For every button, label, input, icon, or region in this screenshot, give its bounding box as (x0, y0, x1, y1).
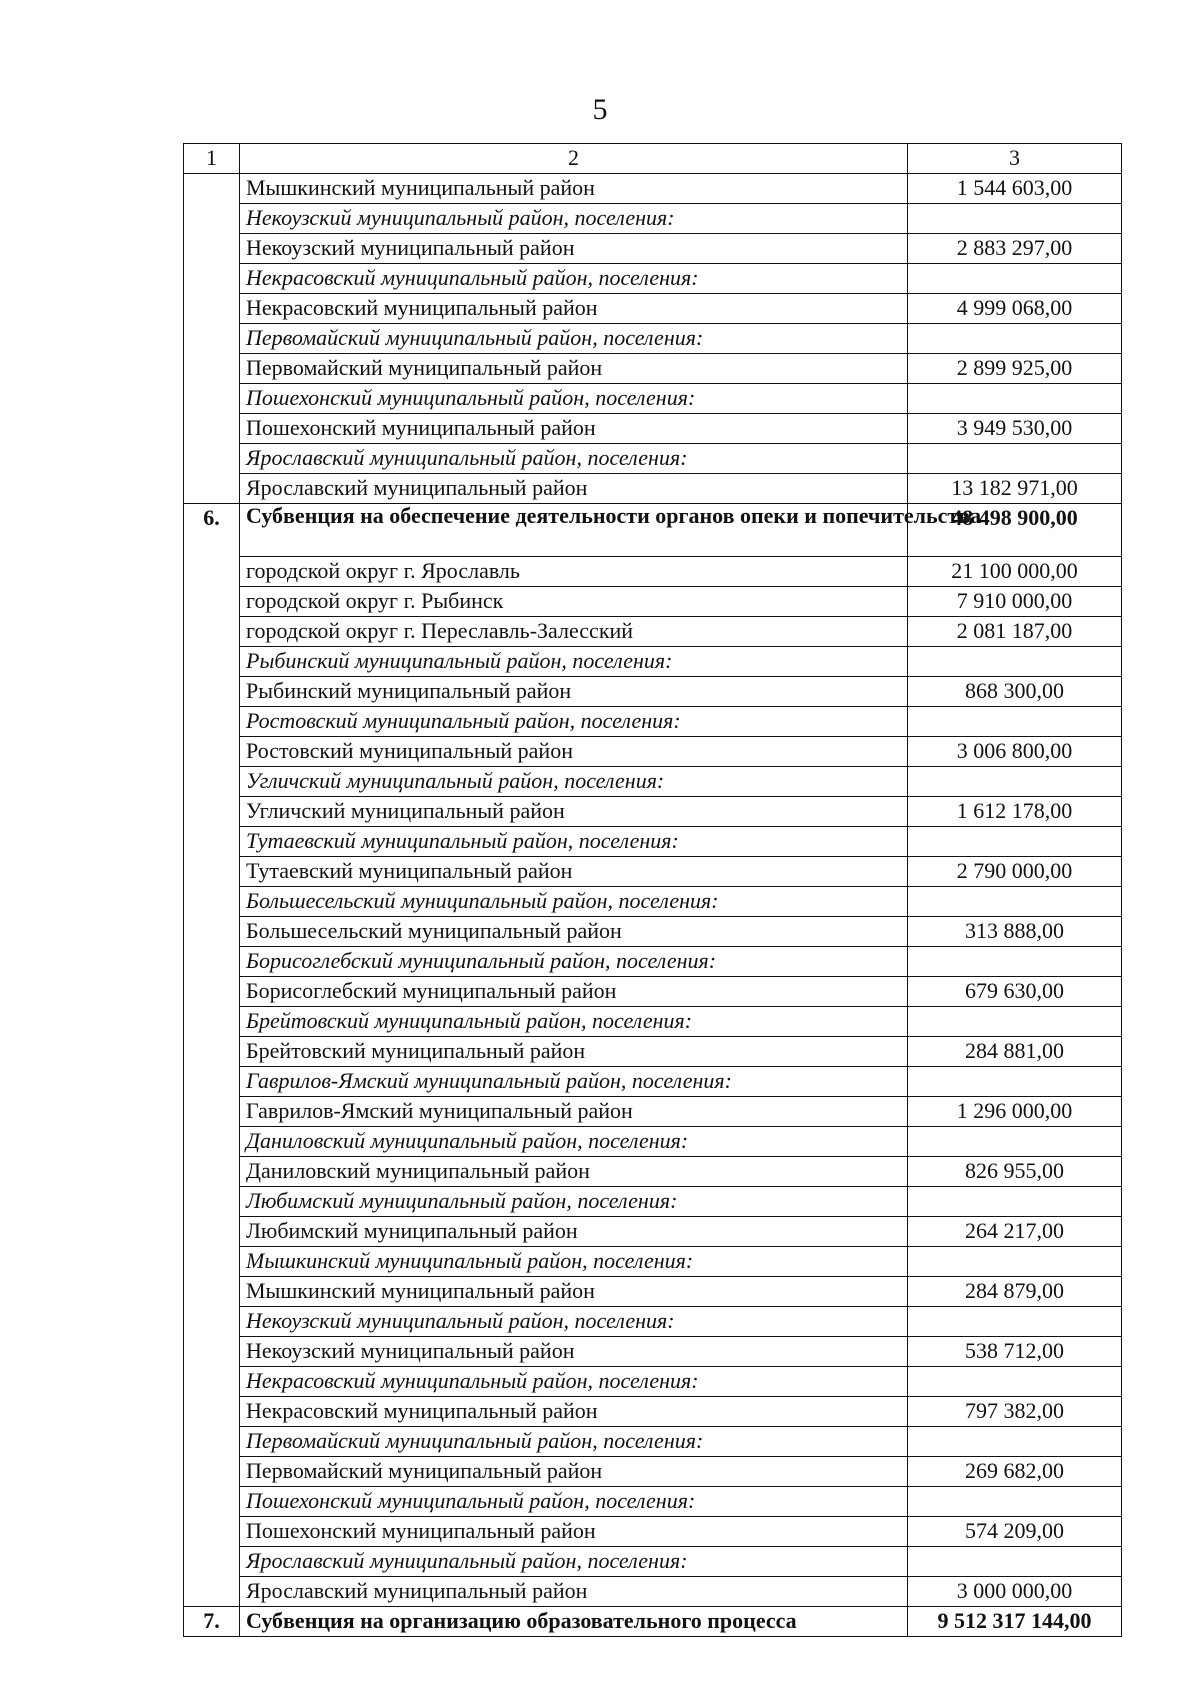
row-name: Пошехонский муниципальный район (240, 1517, 908, 1547)
table-row (184, 1457, 1122, 1487)
row-amount: 2 899 925,00 (908, 354, 1122, 384)
row-name: Даниловский муниципальный район, поселения: (240, 1127, 908, 1157)
row-number (184, 174, 240, 204)
table-row (184, 737, 1122, 767)
row-amount: 3 949 530,00 (908, 414, 1122, 444)
row-amount: 2 790 000,00 (908, 857, 1122, 887)
row-name: Первомайский муниципальный район (240, 354, 908, 384)
table-row (184, 174, 1122, 204)
row-name: Субвенция на обеспечение деятельности органов опеки и попечительства (240, 504, 908, 557)
row-name: Гаврилов-Ямский муниципальный район (240, 1097, 908, 1127)
row-amount (908, 1067, 1122, 1097)
row-number (184, 647, 240, 677)
table-row (184, 294, 1122, 324)
row-amount: 7 910 000,00 (908, 587, 1122, 617)
row-number (184, 977, 240, 1007)
row-name: Борисоглебский муниципальный район (240, 977, 908, 1007)
row-amount (908, 444, 1122, 474)
group-heading-row (184, 264, 1122, 294)
row-name: Ярославский муниципальный район, поселения: (240, 1547, 908, 1577)
row-name: Первомайский муниципальный район (240, 1457, 908, 1487)
group-heading-row (184, 384, 1122, 414)
row-number (184, 1427, 240, 1457)
row-amount (908, 707, 1122, 737)
row-number (184, 707, 240, 737)
row-name: Первомайский муниципальный район, поселения: (240, 1427, 908, 1457)
row-name: городской округ г. Рыбинск (240, 587, 908, 617)
row-name: Пошехонский муниципальный район (240, 414, 908, 444)
row-number (184, 767, 240, 797)
row-name: Ростовский муниципальный район, поселения: (240, 707, 908, 737)
row-amount: 9 512 317 144,00 (908, 1607, 1122, 1637)
row-name: Борисоглебский муниципальный район, поселения: (240, 947, 908, 977)
row-amount: 48 498 900,00 (908, 504, 1122, 557)
row-number (184, 384, 240, 414)
table-row (184, 557, 1122, 587)
row-amount (908, 1307, 1122, 1337)
table-row (184, 414, 1122, 444)
row-amount (908, 204, 1122, 234)
row-name: Угличский муниципальный район (240, 797, 908, 827)
row-amount: 264 217,00 (908, 1217, 1122, 1247)
row-name: Ростовский муниципальный район (240, 737, 908, 767)
row-name: городской округ г. Переславль-Залесский (240, 617, 908, 647)
row-number (184, 444, 240, 474)
row-number (184, 1457, 240, 1487)
row-amount: 284 881,00 (908, 1037, 1122, 1067)
group-heading-row (184, 1547, 1122, 1577)
row-number (184, 1487, 240, 1517)
group-heading-row (184, 324, 1122, 354)
row-name: Любимский муниципальный район (240, 1217, 908, 1247)
row-number (184, 204, 240, 234)
group-heading-row (184, 827, 1122, 857)
group-heading-row (184, 707, 1122, 737)
row-name: Даниловский муниципальный район (240, 1157, 908, 1187)
row-amount (908, 1367, 1122, 1397)
row-amount: 13 182 971,00 (908, 474, 1122, 504)
table-row (184, 1277, 1122, 1307)
row-number (184, 887, 240, 917)
group-heading-row (184, 1427, 1122, 1457)
row-number: 6. (184, 504, 240, 557)
table-row (184, 474, 1122, 504)
row-name: Большесельский муниципальный район (240, 917, 908, 947)
row-amount: 574 209,00 (908, 1517, 1122, 1547)
row-number (184, 1547, 240, 1577)
table-row (184, 1157, 1122, 1187)
row-name: Ярославский муниципальный район (240, 1577, 908, 1607)
row-name: Некоузский муниципальный район (240, 1337, 908, 1367)
row-number (184, 1307, 240, 1337)
table-row (184, 1217, 1122, 1247)
row-amount: 1 544 603,00 (908, 174, 1122, 204)
row-number: 7. (184, 1607, 240, 1637)
row-number (184, 1397, 240, 1427)
group-heading-row (184, 444, 1122, 474)
row-amount (908, 324, 1122, 354)
row-number (184, 587, 240, 617)
row-amount: 3 006 800,00 (908, 737, 1122, 767)
table-row (184, 354, 1122, 384)
row-name: Большесельский муниципальный район, поселения: (240, 887, 908, 917)
table-header-row (184, 144, 1122, 174)
row-number (184, 1517, 240, 1547)
row-amount (908, 1487, 1122, 1517)
table-row (184, 1037, 1122, 1067)
group-heading-row (184, 887, 1122, 917)
group-heading-row (184, 1187, 1122, 1217)
row-name: городской округ г. Ярославль (240, 557, 908, 587)
row-amount: 1 296 000,00 (908, 1097, 1122, 1127)
row-number (184, 1157, 240, 1187)
row-name: Некрасовский муниципальный район (240, 294, 908, 324)
group-heading-row (184, 1487, 1122, 1517)
row-number (184, 1007, 240, 1037)
row-number (184, 354, 240, 384)
row-amount: 284 879,00 (908, 1277, 1122, 1307)
table-row (184, 1577, 1122, 1607)
table-row (184, 1397, 1122, 1427)
group-heading-row (184, 947, 1122, 977)
row-amount (908, 1007, 1122, 1037)
row-number (184, 1247, 240, 1277)
row-number (184, 1277, 240, 1307)
table-row (184, 1517, 1122, 1547)
row-number (184, 234, 240, 264)
row-name: Рыбинский муниципальный район (240, 677, 908, 707)
table-row (184, 857, 1122, 887)
row-name: Ярославский муниципальный район (240, 474, 908, 504)
row-number (184, 1187, 240, 1217)
row-amount (908, 1427, 1122, 1457)
row-number (184, 557, 240, 587)
row-amount: 679 630,00 (908, 977, 1122, 1007)
table-row (184, 587, 1122, 617)
row-name: Первомайский муниципальный район, поселения: (240, 324, 908, 354)
row-name: Любимский муниципальный район, поселения: (240, 1187, 908, 1217)
group-heading-row (184, 1307, 1122, 1337)
table-row (184, 617, 1122, 647)
row-number (184, 737, 240, 767)
table-row (184, 677, 1122, 707)
row-number (184, 1217, 240, 1247)
row-amount: 2 883 297,00 (908, 234, 1122, 264)
row-name: Субвенция на организацию образовательного процесса (240, 1607, 908, 1637)
row-number (184, 617, 240, 647)
row-amount: 21 100 000,00 (908, 557, 1122, 587)
row-number (184, 324, 240, 354)
row-number (184, 827, 240, 857)
row-amount (908, 264, 1122, 294)
table-row (184, 797, 1122, 827)
row-name: Некоузский муниципальный район (240, 234, 908, 264)
row-amount: 313 888,00 (908, 917, 1122, 947)
group-heading-row (184, 204, 1122, 234)
row-name: Гаврилов-Ямский муниципальный район, поселения: (240, 1067, 908, 1097)
row-amount (908, 384, 1122, 414)
header-col-1: 1 (184, 144, 240, 174)
header-col-3: 3 (908, 144, 1122, 174)
row-amount: 1 612 178,00 (908, 797, 1122, 827)
row-number (184, 1127, 240, 1157)
row-name: Тутаевский муниципальный район (240, 857, 908, 887)
header-col-2: 2 (240, 144, 908, 174)
row-number (184, 474, 240, 504)
group-heading-row (184, 647, 1122, 677)
row-number (184, 294, 240, 324)
row-name: Некрасовский муниципальный район, поселения: (240, 264, 908, 294)
page-number: 5 (592, 93, 608, 126)
row-name: Мышкинский муниципальный район, поселения: (240, 1247, 908, 1277)
row-name: Мышкинский муниципальный район (240, 174, 908, 204)
row-number (184, 1337, 240, 1367)
row-name: Пошехонский муниципальный район, поселения: (240, 384, 908, 414)
row-amount: 826 955,00 (908, 1157, 1122, 1187)
row-amount (908, 1247, 1122, 1277)
table-row (184, 234, 1122, 264)
group-heading-row (184, 1247, 1122, 1277)
row-name: Некрасовский муниципальный район (240, 1397, 908, 1427)
row-amount: 2 081 187,00 (908, 617, 1122, 647)
row-amount (908, 1547, 1122, 1577)
group-heading-row (184, 1127, 1122, 1157)
row-name: Некоузский муниципальный район, поселения: (240, 1307, 908, 1337)
row-amount (908, 887, 1122, 917)
row-amount (908, 1127, 1122, 1157)
row-name: Рыбинский муниципальный район, поселения: (240, 647, 908, 677)
row-number (184, 264, 240, 294)
row-name: Угличский муниципальный район, поселения: (240, 767, 908, 797)
row-amount: 797 382,00 (908, 1397, 1122, 1427)
row-number (184, 1037, 240, 1067)
row-amount (908, 1187, 1122, 1217)
row-amount: 269 682,00 (908, 1457, 1122, 1487)
table-row (184, 1337, 1122, 1367)
table-row (184, 977, 1122, 1007)
row-number (184, 1367, 240, 1397)
table-row (184, 1097, 1122, 1127)
row-amount (908, 947, 1122, 977)
row-number (184, 857, 240, 887)
row-amount (908, 767, 1122, 797)
row-number (184, 947, 240, 977)
row-amount: 538 712,00 (908, 1337, 1122, 1367)
row-name: Ярославский муниципальный район, поселения: (240, 444, 908, 474)
group-heading-row (184, 1007, 1122, 1037)
row-amount: 3 000 000,00 (908, 1577, 1122, 1607)
row-name: Мышкинский муниципальный район (240, 1277, 908, 1307)
row-amount (908, 827, 1122, 857)
row-name: Брейтовский муниципальный район, поселения: (240, 1007, 908, 1037)
row-amount: 4 999 068,00 (908, 294, 1122, 324)
row-name: Некоузский муниципальный район, поселения: (240, 204, 908, 234)
row-number (184, 1067, 240, 1097)
row-number (184, 1577, 240, 1607)
group-heading-row (184, 767, 1122, 797)
subvention-table (183, 143, 1122, 1637)
row-number (184, 414, 240, 444)
row-number (184, 797, 240, 827)
row-number (184, 917, 240, 947)
row-name: Некрасовский муниципальный район, поселения: (240, 1367, 908, 1397)
section-row (184, 1607, 1122, 1637)
table-row (184, 917, 1122, 947)
row-number (184, 1097, 240, 1127)
section-row (184, 504, 1122, 557)
group-heading-row (184, 1067, 1122, 1097)
row-amount: 868 300,00 (908, 677, 1122, 707)
row-name: Тутаевский муниципальный район, поселения: (240, 827, 908, 857)
group-heading-row (184, 1367, 1122, 1397)
row-number (184, 677, 240, 707)
row-name: Пошехонский муниципальный район, поселения: (240, 1487, 908, 1517)
row-amount (908, 647, 1122, 677)
row-name: Брейтовский муниципальный район (240, 1037, 908, 1067)
